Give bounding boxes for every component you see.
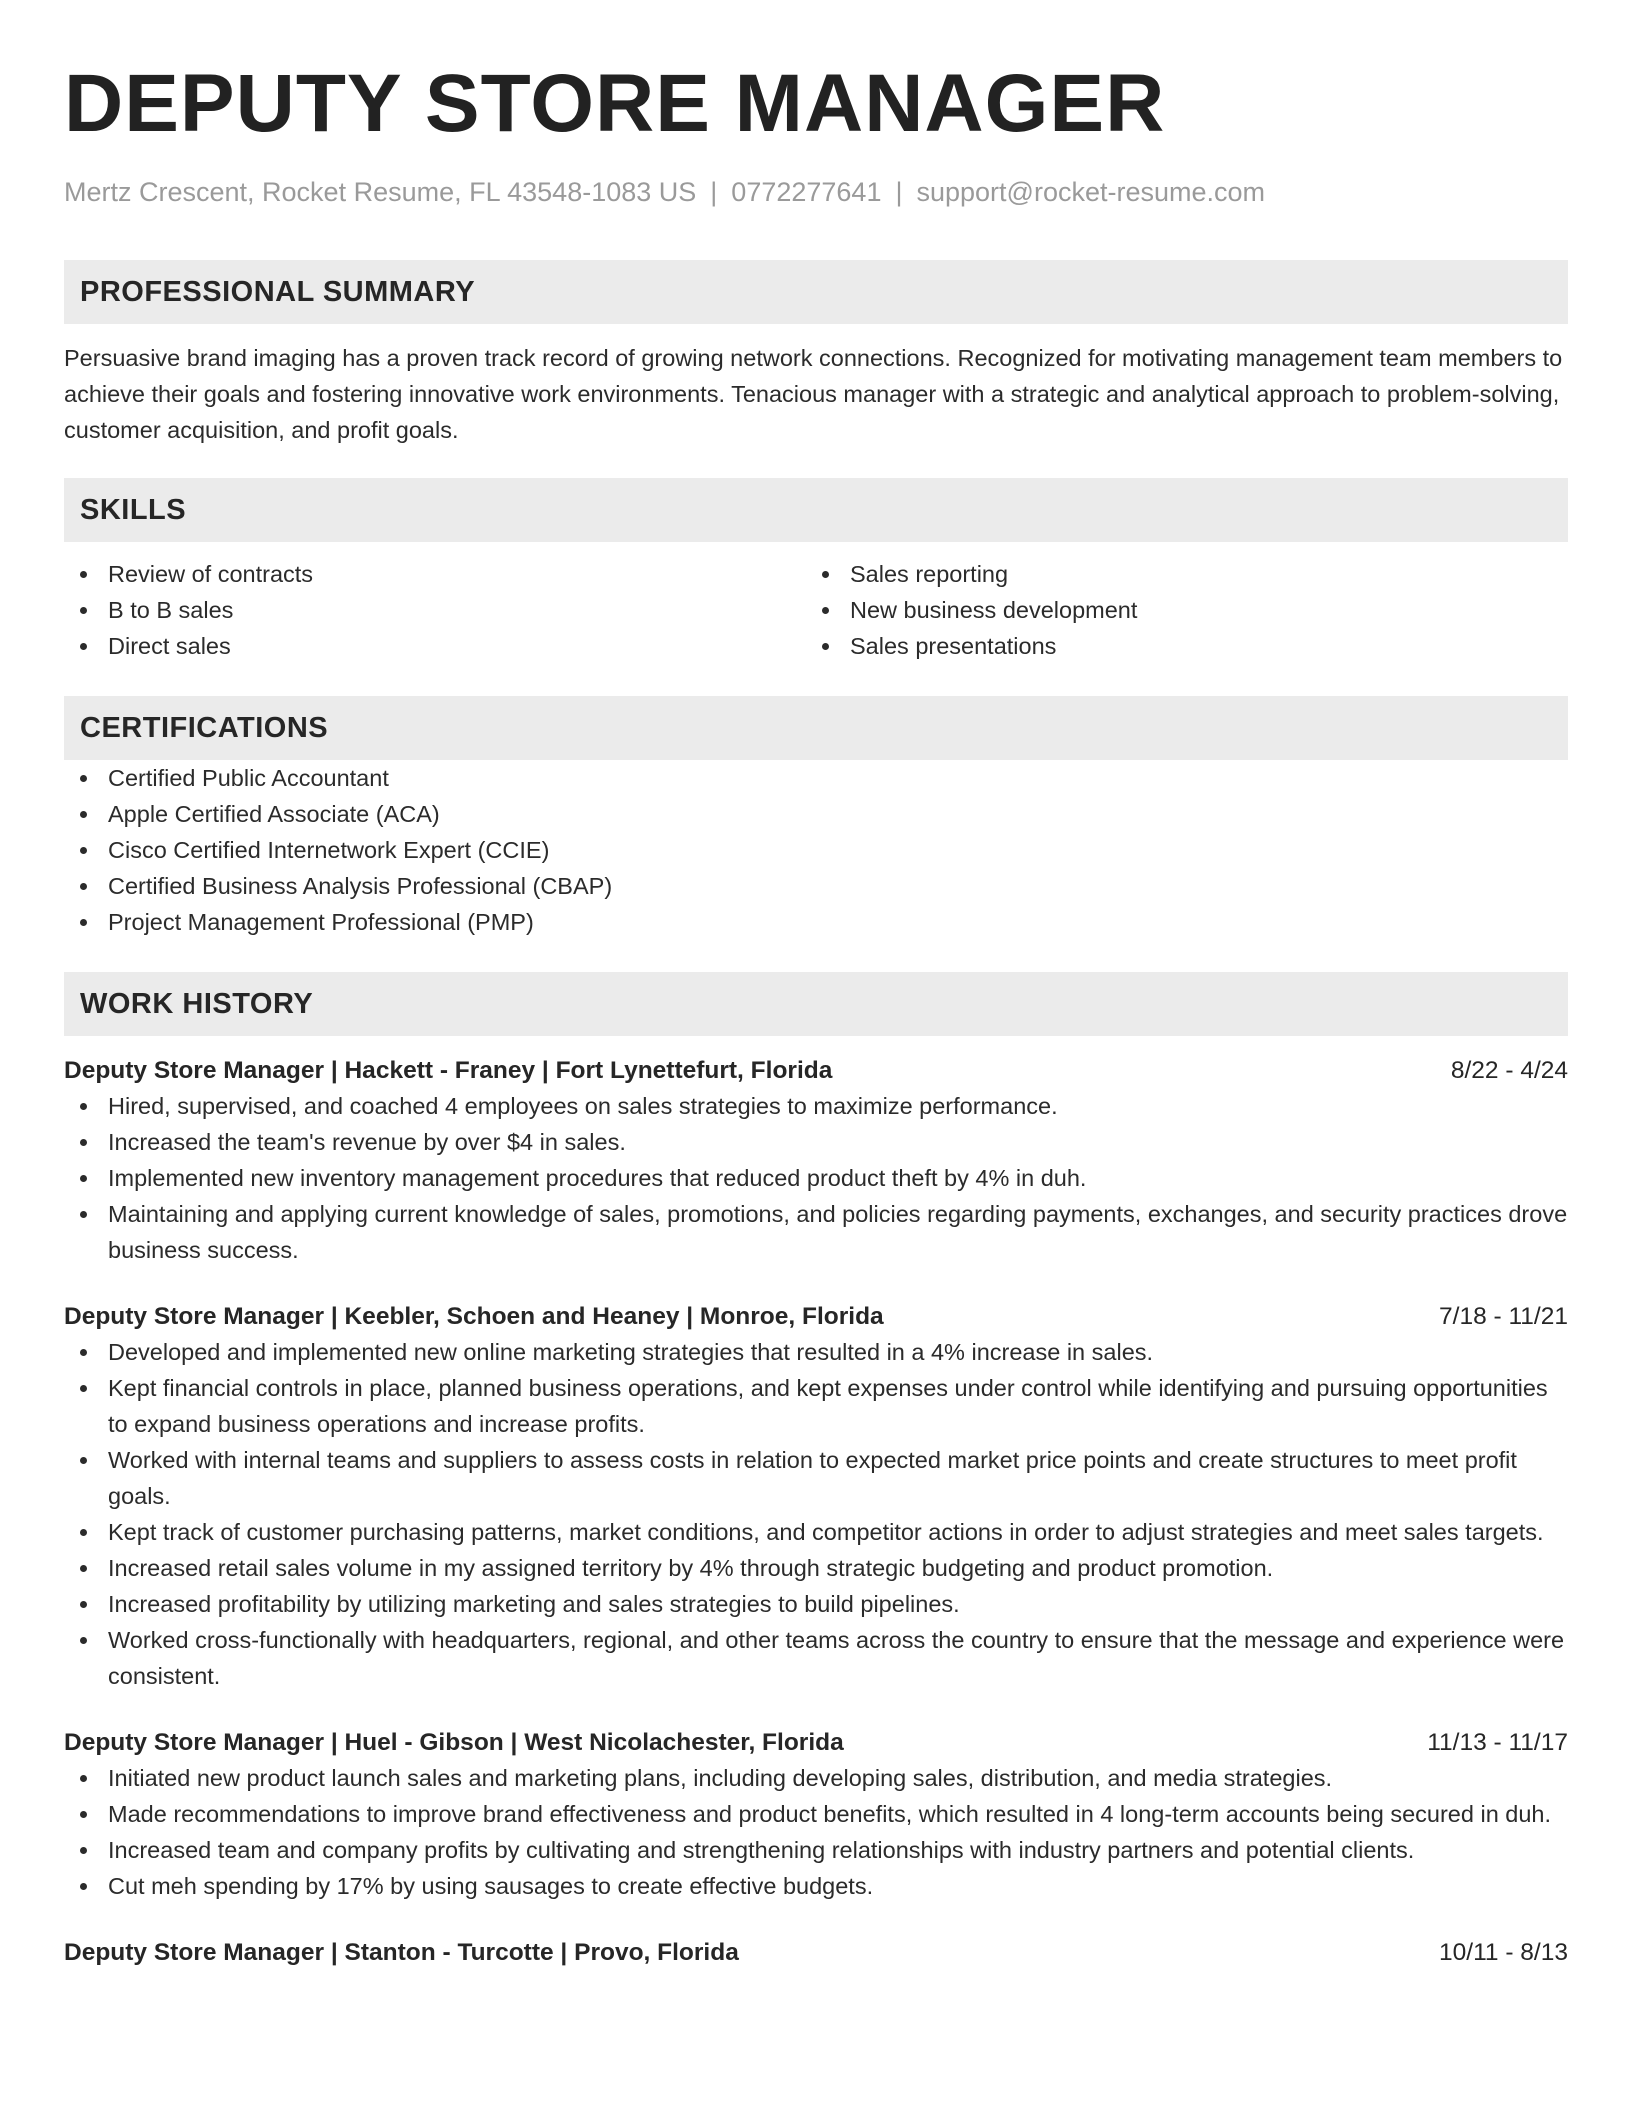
- job-title: Deputy Store Manager | Hackett - Franey | Fort Lynettefurt, Florida: [64, 1057, 833, 1084]
- contact-email: support@rocket-resume.com: [916, 177, 1266, 207]
- skill-item: Direct sales: [64, 628, 806, 664]
- job-header: [64, 1054, 1568, 1088]
- job-title: Deputy Store Manager | Stanton - Turcotte | Provo, Florida: [64, 1939, 739, 1966]
- contact-separator: |: [895, 177, 903, 207]
- job-bullet: Worked cross-functionally with headquarters, regional, and other teams across the country to ensure that the message and experience were consistent.: [64, 1622, 1568, 1694]
- job-bullet: Cut meh spending by 17% by using sausages to create effective budgets.: [64, 1868, 1568, 1904]
- job-bullets: [64, 1088, 1568, 1268]
- skill-item: B to B sales: [64, 592, 806, 628]
- job-bullet: Maintaining and applying current knowledge of sales, promotions, and policies regarding payments, exchanges, and security practices drove business success.: [64, 1196, 1568, 1268]
- skills-grid: [64, 556, 1568, 664]
- certification-item: Certified Public Accountant: [64, 760, 1568, 796]
- job-bullet: Increased the team's revenue by over $4 in sales.: [64, 1124, 1568, 1160]
- skills-column-left: [64, 556, 806, 664]
- certification-item: Project Management Professional (PMP): [64, 904, 1568, 940]
- job-header: [64, 1726, 1568, 1760]
- job-bullet: Made recommendations to improve brand effectiveness and product benefits, which resulted in 4 long-term accounts being secured in duh.: [64, 1796, 1568, 1832]
- job-dates: 11/13 - 11/17: [1427, 1729, 1568, 1756]
- job-bullets: [64, 1334, 1568, 1694]
- certification-item: Cisco Certified Internetwork Expert (CCIE): [64, 832, 1568, 868]
- contact-separator: |: [710, 177, 718, 207]
- job-bullet: Increased profitability by utilizing marketing and sales strategies to build pipelines.: [64, 1586, 1568, 1622]
- certifications-list: [64, 760, 1568, 940]
- skill-item: New business development: [806, 592, 1548, 628]
- job-bullet: Increased team and company profits by cultivating and strengthening relationships with industry partners and potential clients.: [64, 1832, 1568, 1868]
- job-title: Deputy Store Manager | Keebler, Schoen and Heaney | Monroe, Florida: [64, 1303, 884, 1330]
- job-dates: 7/18 - 11/21: [1439, 1303, 1568, 1330]
- job-bullet: Kept track of customer purchasing patterns, market conditions, and competitor actions in order to adjust strategies and meet sales targets.: [64, 1514, 1568, 1550]
- job-dates: 8/22 - 4/24: [1450, 1057, 1568, 1084]
- job-bullet: Kept financial controls in place, planned business operations, and kept expenses under control while identifying and pursuing opportunities to expand business operations and increase profits.: [64, 1370, 1568, 1442]
- job-bullet: Initiated new product launch sales and marketing plans, including developing sales, distribution, and media strategies.: [64, 1760, 1568, 1796]
- job-header: [64, 1936, 1568, 1970]
- job-bullets: [64, 1760, 1568, 1904]
- skill-item: Sales presentations: [806, 628, 1548, 664]
- section-heading-work-history: WORK HISTORY: [64, 972, 1568, 1036]
- resume-name: DEPUTY STORE MANAGER: [64, 58, 1166, 149]
- section-heading-summary: PROFESSIONAL SUMMARY: [64, 260, 1568, 324]
- contact-address: Mertz Crescent, Rocket Resume, FL 43548-1083 US: [64, 177, 697, 207]
- job-dates: 10/11 - 8/13: [1439, 1939, 1568, 1966]
- job-bullet: Developed and implemented new online marketing strategies that resulted in a 4% increase in sales.: [64, 1334, 1568, 1370]
- job-header: [64, 1300, 1568, 1334]
- resume-page: [64, 0, 1568, 1970]
- contact-phone: 0772277641: [731, 177, 882, 207]
- certification-item: Apple Certified Associate (ACA): [64, 796, 1568, 832]
- job-bullet: Worked with internal teams and suppliers to assess costs in relation to expected market price points and create structures to meet profit goals.: [64, 1442, 1568, 1514]
- job-bullet: Hired, supervised, and coached 4 employees on sales strategies to maximize performance.: [64, 1088, 1568, 1124]
- skill-item: Review of contracts: [64, 556, 806, 592]
- skill-item: Sales reporting: [806, 556, 1548, 592]
- summary-text: Persuasive brand imaging has a proven track record of growing network connections. Recognized for motivating management team members to achieve their goals and fostering innovative work environments. Tenacious manager with a strategic and analytical approach to problem-solving, customer acquisition, and profit goals.: [64, 345, 1563, 443]
- section-heading-certifications: CERTIFICATIONS: [64, 696, 1568, 760]
- contact-line: [64, 176, 1568, 208]
- skills-column-right: [806, 556, 1548, 664]
- certification-item: Certified Business Analysis Professional (CBAP): [64, 868, 1568, 904]
- section-heading-skills: SKILLS: [64, 478, 1568, 542]
- job-bullet: Implemented new inventory management procedures that reduced product theft by 4% in duh.: [64, 1160, 1568, 1196]
- job-title: Deputy Store Manager | Huel - Gibson | West Nicolachester, Florida: [64, 1729, 844, 1756]
- job-bullet: Increased retail sales volume in my assigned territory by 4% through strategic budgeting and product promotion.: [64, 1550, 1568, 1586]
